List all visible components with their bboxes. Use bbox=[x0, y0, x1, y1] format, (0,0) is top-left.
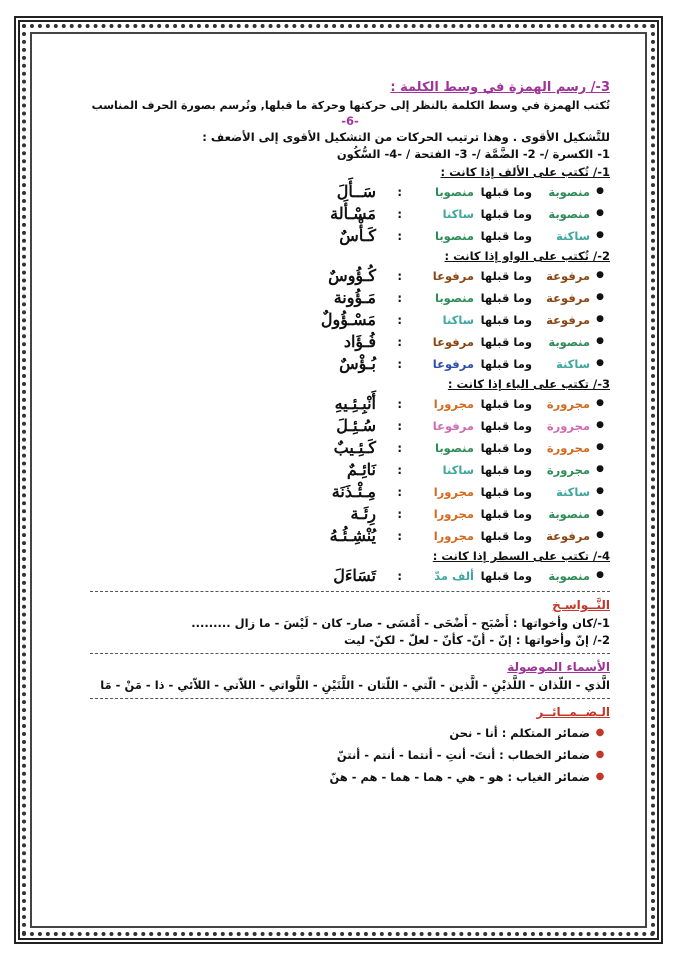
prev-state-label: مجرورا bbox=[433, 396, 474, 411]
bullet-icon: ● bbox=[596, 186, 604, 197]
before-label: وما قبلها bbox=[480, 290, 532, 305]
divider bbox=[90, 698, 610, 699]
bullet-icon: ● bbox=[596, 358, 604, 369]
rule-row bbox=[90, 265, 610, 287]
rule-row bbox=[90, 353, 610, 375]
rule-row bbox=[90, 437, 610, 459]
before-label: وما قبلها bbox=[480, 268, 532, 283]
prev-state-label: مجرورا bbox=[433, 506, 474, 521]
bullet-icon: ● bbox=[596, 208, 604, 219]
divider bbox=[90, 591, 610, 592]
bullet-icon: ● bbox=[596, 336, 604, 347]
before-label: وما قبلها bbox=[480, 462, 532, 477]
prev-state-label: مجرورا bbox=[433, 484, 474, 499]
before-label: وما قبلها bbox=[480, 506, 532, 521]
example-word: مَسْـأَلة bbox=[330, 204, 376, 223]
lesson-heading: 3-/ رسم الهمزة في وسط الكلمة : bbox=[390, 80, 610, 96]
colon: : bbox=[397, 462, 402, 477]
colon: : bbox=[397, 334, 402, 349]
before-label: وما قبلها bbox=[480, 206, 532, 221]
prev-state-label: ساكنا bbox=[442, 206, 474, 221]
state-label: منصوبة bbox=[548, 568, 590, 583]
prev-state-label: منصوبا bbox=[435, 440, 474, 455]
example-word: بُـؤْسٌ bbox=[339, 354, 376, 373]
state-label: ساكنة bbox=[556, 356, 590, 371]
damaer-item: ● ضمائر الخطاب : أنتَ- أنتِ - أنتما - أنتم - أنتنّ bbox=[90, 744, 610, 766]
worksheet bbox=[90, 80, 610, 788]
bullet-icon: ● bbox=[596, 442, 604, 453]
prev-state-label: مرفوعا bbox=[432, 334, 474, 349]
bullet-icon: ● bbox=[596, 230, 604, 241]
bullet-icon: ● bbox=[596, 508, 604, 519]
colon: : bbox=[397, 312, 402, 327]
nawasikh-line-2: 2-/ إنّ وأخواتها : إنّ - أنّ- كأنّ - لعلّ - لكنّ- ليت bbox=[344, 633, 610, 648]
example-word: مَسْـؤُولٌ bbox=[320, 310, 376, 329]
example-word: كَـأْسٌ bbox=[339, 226, 376, 245]
state-label: مجرورة bbox=[546, 396, 590, 411]
state-label: منصوبة bbox=[548, 184, 590, 199]
lesson-intro: تُكتب الهمزة في وسط الكلمة بالنظر إلى حركتها وحركة ما قبلها, وتُرسم بصورة الحرف المناسب bbox=[91, 98, 610, 112]
order-line: للتَّشكيل الأقوى . وهذا ترتيب الحركات من التشكيل الأقوى إلى الأضعف : bbox=[202, 130, 610, 145]
colon: : bbox=[397, 484, 402, 499]
before-label: وما قبلها bbox=[480, 568, 532, 583]
rule-row bbox=[90, 415, 610, 437]
example-word: تَسَاءَلَ bbox=[333, 566, 376, 585]
example-word: رِئَـة bbox=[350, 504, 376, 523]
rule-row bbox=[90, 309, 610, 331]
section-title: 3-/ تكتب على الياء إذا كانت : bbox=[447, 376, 610, 391]
before-label: وما قبلها bbox=[480, 396, 532, 411]
before-label: وما قبلها bbox=[480, 440, 532, 455]
nawasikh-line-1: 1-/كان وأخواتها : أَصْبَح - أَضْحَى - أَمْسَى - صار- كان - لَيْسَ - ما زال ......... bbox=[191, 616, 610, 631]
rule-row bbox=[90, 225, 610, 247]
state-label: مرفوعة bbox=[546, 268, 590, 283]
before-label: وما قبلها bbox=[480, 312, 532, 327]
colon: : bbox=[397, 228, 402, 243]
bullet-icon: ● bbox=[595, 726, 605, 738]
colon: : bbox=[397, 418, 402, 433]
before-label: وما قبلها bbox=[480, 184, 532, 199]
section-title: 1-/ تُكتب على الألف إذا كانت : bbox=[440, 164, 610, 179]
prev-state-label: منصوبا bbox=[435, 228, 474, 243]
rule-row bbox=[90, 393, 610, 415]
colon: : bbox=[397, 268, 402, 283]
rule-row bbox=[90, 503, 610, 525]
example-word: يُنْشِـئُـهُ bbox=[329, 526, 376, 545]
before-label: وما قبلها bbox=[480, 228, 532, 243]
example-word: مَـؤُونة bbox=[333, 288, 376, 307]
state-label: مجرورة bbox=[546, 440, 590, 455]
state-label: مجرورة bbox=[546, 462, 590, 477]
bullet-icon: ● bbox=[596, 530, 604, 541]
damaer-item: ● ضمائر الغياب : هو - هي - هما - هما - هم - هنّ bbox=[90, 766, 610, 788]
prev-state-label: مجرورا bbox=[433, 528, 474, 543]
state-label: منصوبة bbox=[548, 206, 590, 221]
state-label: منصوبة bbox=[548, 334, 590, 349]
prev-state-label: ألف مدّ bbox=[434, 568, 474, 583]
nawasikh-title: النَّــواسـخ bbox=[552, 598, 610, 612]
colon: : bbox=[397, 206, 402, 221]
before-label: وما قبلها bbox=[480, 528, 532, 543]
example-word: كَـئِـيبٌ bbox=[333, 438, 376, 457]
bullet-icon: ● bbox=[595, 770, 605, 782]
prev-state-label: مرفوعا bbox=[432, 268, 474, 283]
damaer-item: ● ضمائر المتكلم : أنا - نحن bbox=[90, 722, 610, 744]
state-label: ساكنة bbox=[556, 484, 590, 499]
colon: : bbox=[397, 528, 402, 543]
divider bbox=[90, 653, 610, 654]
page-number: -6- bbox=[341, 114, 359, 128]
bullet-icon: ● bbox=[596, 486, 604, 497]
example-word: سُـئِـلَ bbox=[336, 416, 376, 435]
example-word: فُـؤَاد bbox=[343, 332, 376, 351]
state-label: مرفوعة bbox=[546, 312, 590, 327]
before-label: وما قبلها bbox=[480, 418, 532, 433]
bullet-icon: ● bbox=[596, 292, 604, 303]
order-items: 1- الكسرة /- 2- الضَّمَّة /- 3- الفتحة / -4- السُّكُون bbox=[336, 147, 610, 162]
mawsula-line: الَّذي - اللّذان - اللَّذيْنِ - الَّذين - الّتي - اللّتان - اللَّتَيْنِ - اللَّواتي - اللاّتي - اللاّئي - ذا - مَنْ - مَا bbox=[100, 678, 610, 693]
prev-state-label: مرفوعا bbox=[432, 356, 474, 371]
prev-state-label: منصوبا bbox=[435, 184, 474, 199]
bullet-icon: ● bbox=[596, 398, 604, 409]
rule-row bbox=[90, 481, 610, 503]
prev-state-label: مرفوعا bbox=[432, 418, 474, 433]
damaer-title: الـضــمــائــر bbox=[536, 705, 610, 719]
sections bbox=[90, 163, 610, 587]
mawsula-title: الأسماء الموصولة bbox=[507, 660, 610, 674]
before-label: وما قبلها bbox=[480, 356, 532, 371]
colon: : bbox=[397, 568, 402, 583]
section-title: 4-/ تكتب على السطر إذا كانت : bbox=[432, 548, 610, 563]
colon: : bbox=[397, 356, 402, 371]
rule-row bbox=[90, 181, 610, 203]
state-label: منصوبة bbox=[548, 506, 590, 521]
bullet-icon: ● bbox=[596, 420, 604, 431]
colon: : bbox=[397, 506, 402, 521]
rule-row bbox=[90, 565, 610, 587]
rule-row bbox=[90, 331, 610, 353]
example-word: أَنْبِـئِـيهِ bbox=[334, 394, 376, 413]
section-title: 2-/ تُكتب على الواو إذا كانت : bbox=[444, 248, 610, 263]
rule-row bbox=[90, 203, 610, 225]
prev-state-label: منصوبا bbox=[435, 290, 474, 305]
example-word: سَــأَلَ bbox=[336, 182, 376, 201]
bullet-icon: ● bbox=[596, 270, 604, 281]
state-label: ساكنة bbox=[556, 228, 590, 243]
example-word: كُـؤُوسٌ bbox=[328, 266, 376, 285]
prev-state-label: ساكنا bbox=[442, 462, 474, 477]
bullet-icon: ● bbox=[596, 314, 604, 325]
rule-row bbox=[90, 459, 610, 481]
state-label: مرفوعة bbox=[546, 528, 590, 543]
rule-row bbox=[90, 287, 610, 309]
example-word: نَائِـمٌ bbox=[346, 460, 376, 479]
bullet-icon: ● bbox=[596, 570, 604, 581]
rule-row bbox=[90, 525, 610, 547]
before-label: وما قبلها bbox=[480, 334, 532, 349]
prev-state-label: ساكنا bbox=[442, 312, 474, 327]
colon: : bbox=[397, 290, 402, 305]
state-label: مجرورة bbox=[546, 418, 590, 433]
state-label: مرفوعة bbox=[546, 290, 590, 305]
bullet-icon: ● bbox=[595, 748, 605, 760]
example-word: مِـئْـذَنَة bbox=[331, 482, 376, 501]
bullet-icon: ● bbox=[596, 464, 604, 475]
colon: : bbox=[397, 396, 402, 411]
colon: : bbox=[397, 440, 402, 455]
before-label: وما قبلها bbox=[480, 484, 532, 499]
colon: : bbox=[397, 184, 402, 199]
